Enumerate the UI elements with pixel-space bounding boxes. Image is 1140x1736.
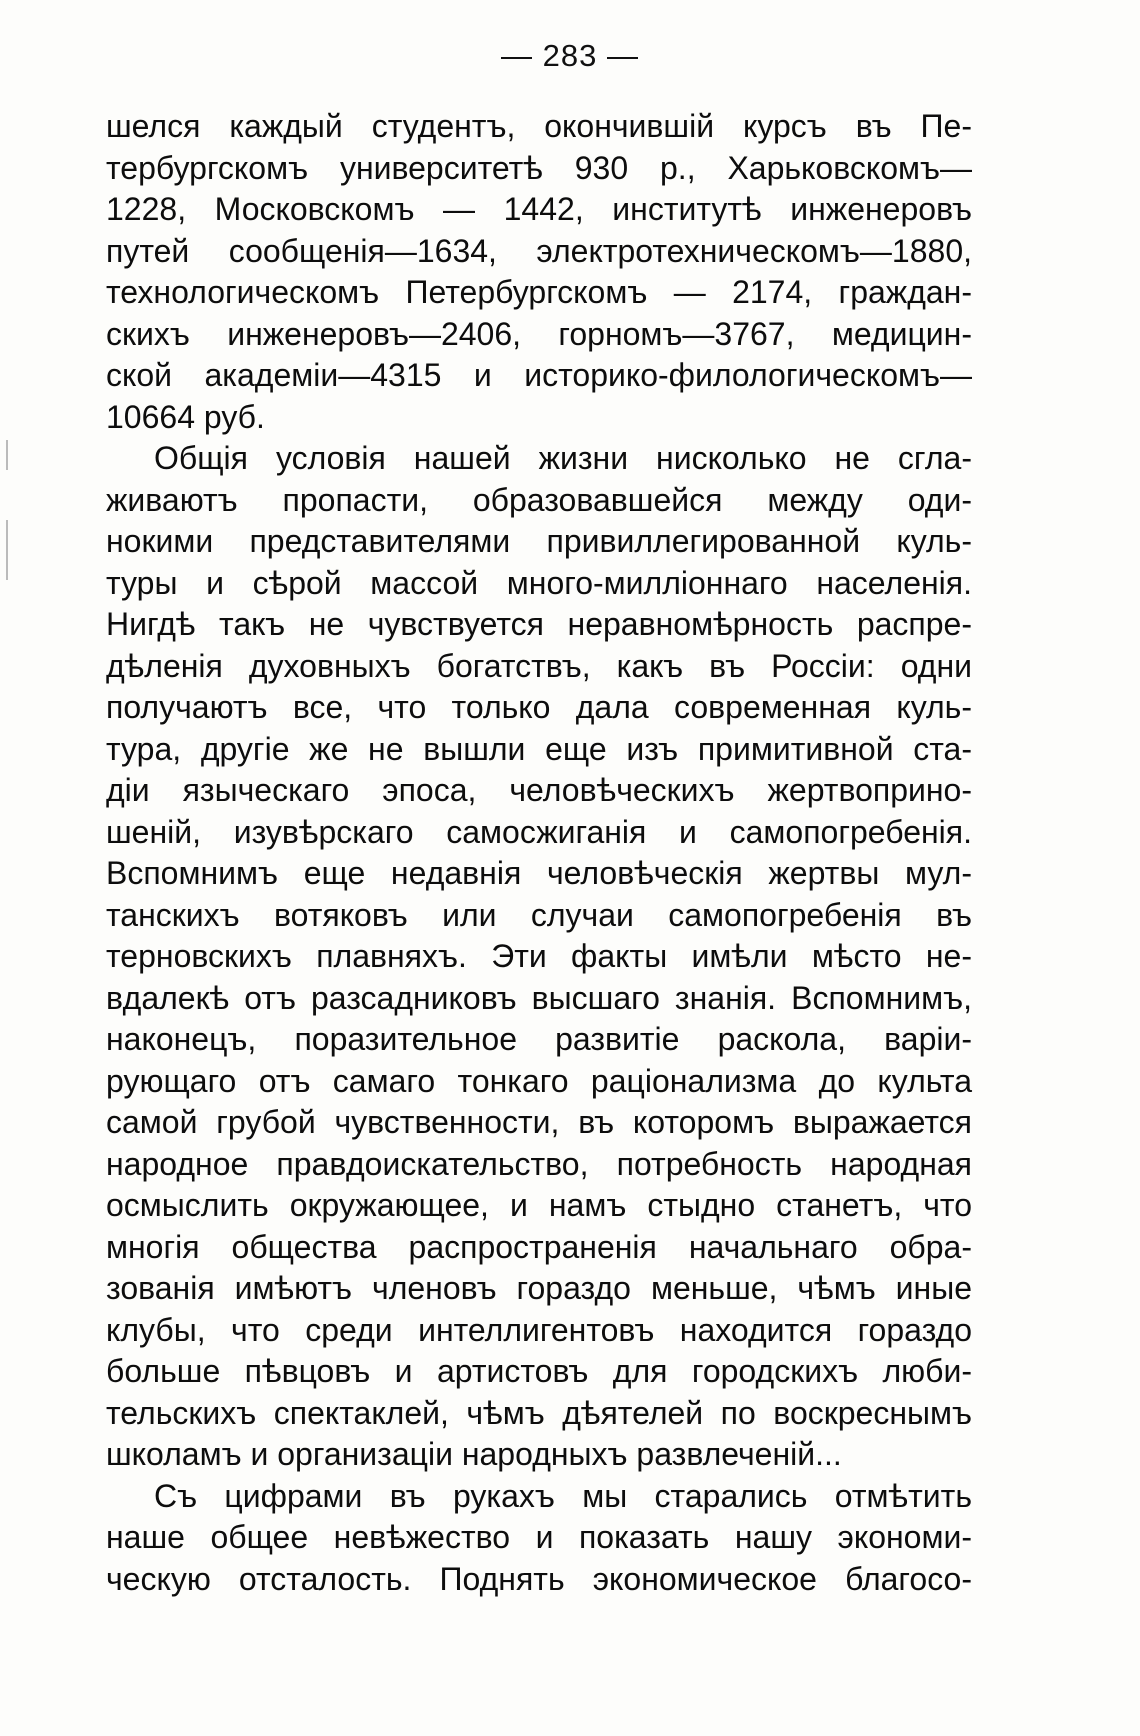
text-line: тербургскомъ университетѣ 930 р., Харьковскомъ— [106, 149, 972, 186]
text-line: Нигдѣ такъ не чувствуется неравномѣрность распре- [106, 606, 972, 642]
text-line: больше пѣвцовъ и артистовъ для городскихъ люби- [106, 1353, 972, 1389]
text-line: Съ цифрами въ рукахъ мы старались отмѣтить [154, 1477, 972, 1514]
text-line: зованія имѣютъ членовъ гораздо меньше, чѣмъ иные [106, 1270, 972, 1306]
text-line: народное правдоискательство, потребность народная [106, 1145, 972, 1182]
text-line: рующаго отъ самаго тонкаго раціонализма до культа [106, 1062, 972, 1099]
paragraph [106, 1476, 972, 1601]
text-line: нокими представителями привиллегированной куль- [106, 523, 972, 559]
text-line: 10664 руб. [106, 398, 265, 435]
text-line: туры и сѣрой массой много-милліоннаго населенія. [106, 564, 972, 601]
text-line: шелся каждый студентъ, окончившій курсъ въ Пе- [106, 108, 972, 144]
text-line: діи языческаго эпоса, человѣческихъ жертвоприно- [106, 772, 972, 808]
text-line: технологическомъ Петербургскомъ — 2174, граждан- [106, 274, 972, 310]
scan-edge-mark [6, 520, 8, 580]
text-line: терновскихъ плавняхъ. Эти факты имѣли мѣсто не- [106, 938, 972, 974]
text-line: наконецъ, поразительное развитіе раскола, варіи- [106, 1021, 972, 1057]
text-line: ческую отсталость. Поднять экономическое благосо- [106, 1560, 972, 1597]
text-line: живаютъ пропасти, образовавшейся между оди- [106, 481, 972, 518]
text-line: танскихъ вотяковъ или случаи самопогребенія въ [106, 896, 972, 933]
text-line: осмыслить окружающее, и намъ стыдно станетъ, что [106, 1187, 972, 1223]
text-line: самой грубой чувственности, въ которомъ выражается [106, 1104, 972, 1140]
paragraph [106, 438, 972, 1476]
text-line: многія общества распространенія начальнаго обра- [106, 1228, 972, 1265]
text-line: получаютъ все, что только дала современная куль- [106, 689, 972, 725]
text-line: Общія условія нашей жизни нисколько не сгла- [154, 440, 972, 476]
text-line: наше общее невѣжество и показать нашу экономи- [106, 1519, 972, 1555]
text-line: 1228, Московскомъ — 1442, институтѣ инженеровъ [106, 191, 972, 227]
text-line: ской академіи—4315 и историко-филологическомъ— [106, 357, 972, 393]
text-line: путей сообщенія—1634, электротехническомъ—1880, [106, 232, 972, 269]
text-line: шеній, изувѣрскаго самосжиганія и самопогребенія. [106, 813, 972, 850]
scan-edge-mark [6, 440, 8, 470]
paragraph [106, 106, 972, 438]
text-line: клубы, что среди интеллигентовъ находится гораздо [106, 1311, 972, 1348]
page-number: — 283 — [501, 38, 639, 73]
text-line: школамъ и организаціи народныхъ развлеченій... [106, 1436, 842, 1472]
text-line: тельскихъ спектаклей, чѣмъ дѣятелей по воскреснымъ [106, 1394, 972, 1431]
text-line: тура, другіе же не вышли еще изъ примитивной ста- [106, 730, 972, 767]
text-line: Вспомнимъ еще недавнія человѣческія жертвы мул- [106, 855, 972, 891]
text-line: дѣленія духовныхъ богатствъ, какъ въ Россіи: одни [106, 647, 972, 684]
text-line: скихъ инженеровъ—2406, горномъ—3767, медицин- [106, 315, 972, 352]
body-text [106, 106, 972, 1600]
text-line: вдалекѣ отъ разсадниковъ высшаго знанія. Вспомнимъ, [106, 979, 972, 1016]
